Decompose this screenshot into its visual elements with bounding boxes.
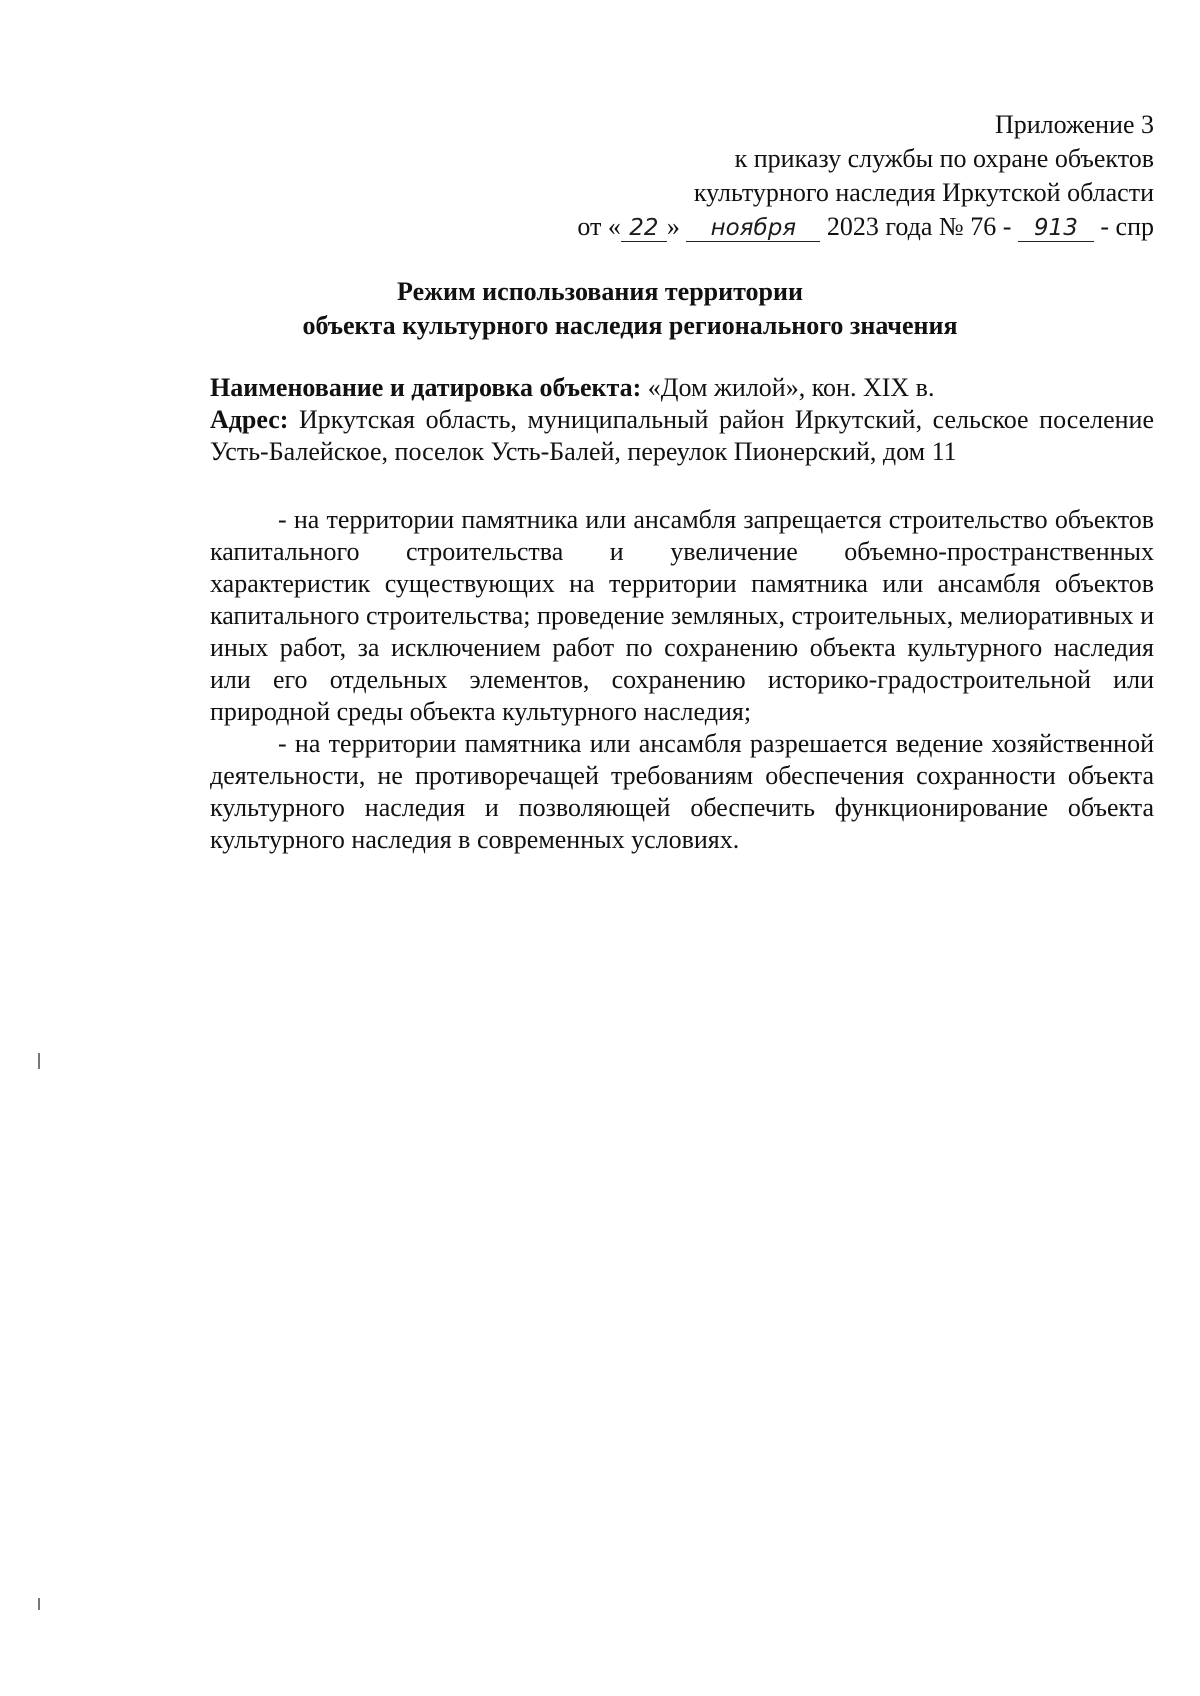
scan-mark xyxy=(38,1598,40,1610)
prohibition-paragraph: - на территории памятника или ансамбля запрещается строительство объектов капитального строительства и увеличение объемно-пространственных характеристик существующих на территории памятника или ансамбля объектов капитального строительства; проведение земляных, строительных, мелиоративных и иных работ, за исключением работ по сохранению объекта культурного наследия или его отдельных элементов, сохранению историко-градостроительной или природной среды объекта культурного наследия; xyxy=(210,505,1154,726)
object-address-row xyxy=(210,404,1154,468)
date-prefix: от « xyxy=(577,212,621,241)
object-name-row xyxy=(210,372,1154,404)
document-title xyxy=(0,275,1200,343)
appendix-number: Приложение 3 xyxy=(994,110,1154,139)
order-suffix: - спр xyxy=(1100,212,1154,241)
object-address-value: Иркутская область, муниципальный район Иркутский, сельское поселение Усть-Балейское, поселок Усть-Балей, переулок Пионерский, дом 11 xyxy=(210,405,1154,466)
order-date-line xyxy=(577,210,1154,244)
title-line-2: объекта культурного наследия регионального значения xyxy=(302,311,958,340)
handwritten-order-number: 913 xyxy=(1018,215,1094,242)
title-line-1: Режим использования территории xyxy=(397,277,803,306)
handwritten-month: ноября xyxy=(686,215,820,242)
handwritten-day: 22 xyxy=(621,215,667,242)
scan-mark xyxy=(38,1053,40,1069)
date-quote-close: » xyxy=(666,212,680,241)
appendix-header xyxy=(577,108,1154,244)
issuing-authority-line: культурного наследия Иркутской области xyxy=(693,178,1154,207)
regime-body xyxy=(210,504,1154,856)
date-year-text: 2023 года № 76 - xyxy=(826,212,1012,241)
order-reference-line: к приказу службы по охране объектов xyxy=(734,144,1154,173)
object-name-value: «Дом жилой», кон. XIX в. xyxy=(647,373,935,402)
object-address-label: Адрес: xyxy=(210,405,289,434)
object-name-label: Наименование и датировка объекта: xyxy=(210,373,642,402)
object-details xyxy=(210,372,1154,468)
permission-paragraph: - на территории памятника или ансамбля разрешается ведение хозяйственной деятельности, не противоречащей требованиям обеспечения сохранности объекта культурного наследия и позволяющей обеспечить функционирование объекта культурного наследия в современных условиях. xyxy=(210,729,1154,854)
